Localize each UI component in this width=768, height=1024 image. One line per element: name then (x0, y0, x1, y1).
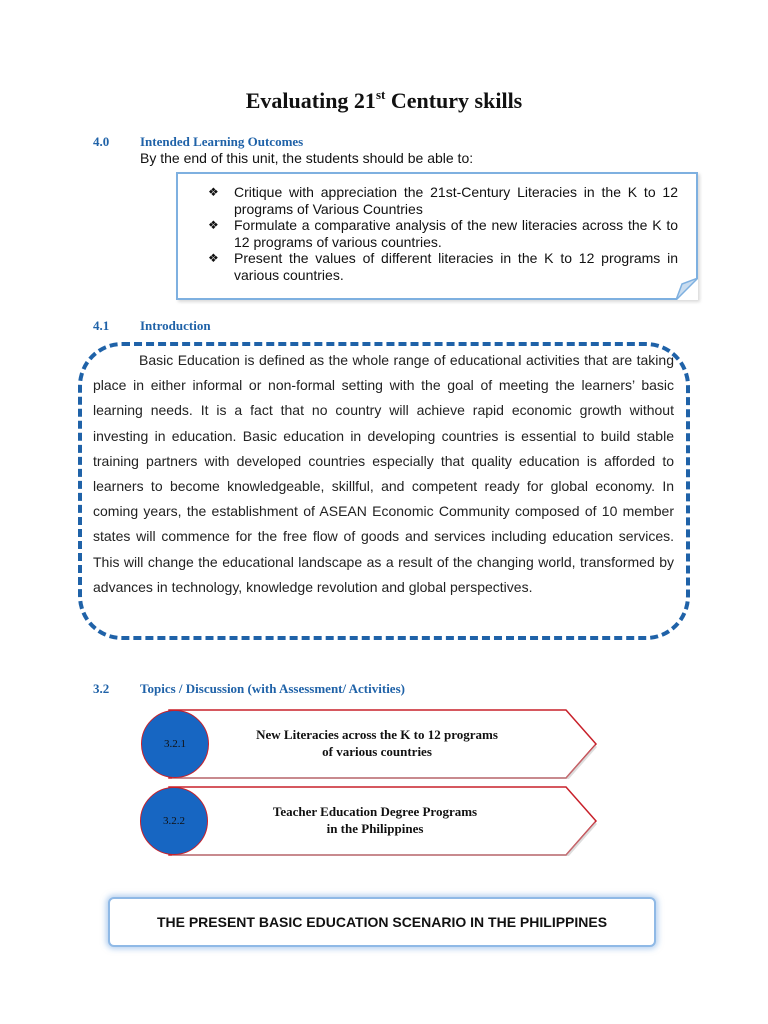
section-number-outcomes: 4.0 (93, 134, 110, 149)
scenario-heading-box: THE PRESENT BASIC EDUCATION SCENARIO IN THE PHILIPPINES (108, 897, 656, 947)
outcomes-list (208, 184, 678, 283)
topic-number-badge: 3.2.2 (140, 787, 208, 855)
outcomes-box (176, 172, 698, 300)
section-heading-outcomes: Intended Learning Outcomes (140, 134, 304, 149)
section-number-topics: 3.2 (93, 681, 110, 696)
topic-title (212, 726, 542, 760)
outcome-text: Present the values of different literacies in the K to 12 programs in various countries. (234, 250, 678, 283)
topic-title-line: of various countries (322, 744, 432, 759)
outcome-item (208, 217, 678, 250)
diamond-bullet-icon: ❖ (208, 251, 219, 265)
intro-paragraph: Basic Education is defined as the whole range of educational activities that are taking place in either informal or non-formal setting with the goal of meeting the learners’ basic learning needs. It is a fact that no country will achieve rapid economic growth without investing in education. Basic education in developing countries is essential to build stable training partners with developed countries especially that quality education is afforded to learners to become knowledgeable, skillful, and competent ready for global economy. In coming years, the establishment of ASEAN Economic Community composed of 10 member states will commence for the free flow of goods and services including education services. This will change the educational landscape as a result of the changing world, transformed by advances in technology, knowledge revolution and global perspectives. (93, 352, 674, 595)
outcome-text: Formulate a comparative analysis of the new literacies across the K to 12 programs of various countries. (234, 217, 678, 250)
topic-title-line: Teacher Education Degree Programs (272, 804, 478, 819)
outcome-text: Critique with appreciation the 21st-Century Literacies in the K to 12 programs of Various Countries (234, 184, 678, 217)
topic-title-line: New Literacies across the K to 12 programs (256, 727, 498, 742)
outcome-item (208, 184, 678, 217)
title-superscript: st (375, 87, 386, 102)
section-heading-topics: Topics / Discussion (with Assessment/ Activities) (140, 681, 405, 696)
section-number-intro: 4.1 (93, 318, 110, 333)
outcome-item (208, 250, 678, 283)
topic-title-line: in the Philippines (326, 821, 424, 836)
title-tail: Century skills (385, 88, 523, 113)
section-heading-intro: Introduction (140, 318, 211, 333)
diamond-bullet-icon: ❖ (208, 185, 219, 199)
topic-number-badge: 3.2.1 (141, 710, 209, 778)
outcomes-lead: By the end of this unit, the students should be able to: (140, 150, 474, 166)
title-main: Evaluating 21 (245, 88, 376, 113)
page-title (0, 88, 768, 114)
topic-title (210, 803, 540, 837)
folded-corner-icon (676, 278, 698, 300)
diamond-bullet-icon: ❖ (208, 218, 219, 232)
